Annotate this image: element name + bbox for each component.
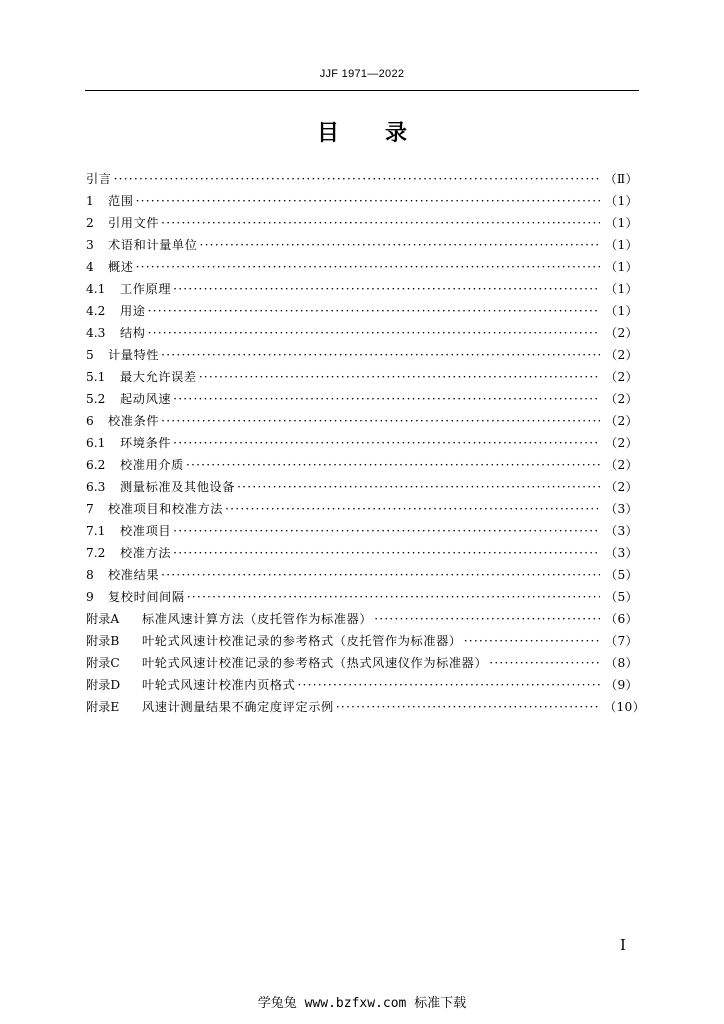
toc-entry[interactable]	[86, 278, 638, 300]
toc-entry-number: 5.2	[86, 392, 106, 406]
toc-entry-page: （5）	[604, 590, 638, 604]
toc-entry-page: （3）	[604, 502, 638, 516]
toc-entry-number: 附录C	[86, 656, 120, 670]
toc-entry-label: 叶轮式风速计校准记录的参考格式（皮托管作为标准器）	[142, 634, 462, 648]
toc-entry-page: （2）	[604, 370, 638, 384]
toc-entry[interactable]	[86, 608, 638, 630]
toc-entry-label: 校准用介质	[120, 458, 184, 472]
toc-entry-label: 校准条件	[108, 414, 160, 428]
toc-entry-page: （2）	[604, 480, 638, 494]
title-char-2: 录	[385, 121, 408, 146]
toc-dot-leader	[161, 410, 600, 432]
toc-entry-page: （2）	[604, 348, 638, 362]
toc-dot-leader	[237, 476, 600, 498]
toc-dot-leader	[161, 212, 600, 234]
toc-dot-leader	[374, 608, 600, 630]
table-of-contents	[86, 168, 646, 718]
toc-entry[interactable]	[86, 454, 638, 476]
toc-entry-page: （1）	[604, 194, 638, 208]
toc-dot-leader	[489, 652, 600, 674]
toc-entry-page: （2）	[604, 414, 638, 428]
toc-entry-number: 7.1	[86, 524, 106, 538]
toc-entry-page: （5）	[604, 568, 638, 582]
toc-entry-number: 6	[86, 414, 94, 428]
toc-entry-number: 7.2	[86, 546, 106, 560]
toc-entry-number: 4.3	[86, 326, 106, 340]
toc-entry-number: 3	[86, 238, 94, 252]
toc-dot-leader	[173, 278, 600, 300]
toc-entry-page: （2）	[604, 436, 638, 450]
toc-entry-label: 环境条件	[120, 436, 172, 450]
toc-entry-page: （3）	[604, 524, 638, 538]
page-title	[0, 116, 724, 147]
toc-dot-leader	[173, 542, 600, 564]
toc-dot-leader	[186, 454, 600, 476]
toc-entry[interactable]	[86, 476, 638, 498]
toc-entry[interactable]	[86, 542, 638, 564]
toc-entry[interactable]	[86, 410, 638, 432]
toc-entry-label: 用途	[120, 304, 146, 318]
toc-entry-number: 附录D	[86, 678, 121, 692]
toc-entry-number: 4.1	[86, 282, 106, 296]
toc-entry[interactable]	[86, 520, 638, 542]
standard-code-header: JJF 1971—2022	[319, 68, 405, 80]
toc-entry-label: 计量特性	[108, 348, 160, 362]
toc-entry[interactable]	[86, 674, 638, 696]
toc-entry-page: （9）	[604, 678, 638, 692]
toc-entry-number: 5	[86, 348, 94, 362]
toc-entry-page: （Ⅱ）	[604, 172, 638, 186]
toc-entry-label: 起动风速	[120, 392, 172, 406]
toc-entry[interactable]	[86, 652, 638, 674]
toc-entry-label: 风速计测量结果不确定度评定示例	[142, 700, 334, 714]
toc-entry[interactable]	[86, 498, 638, 520]
toc-entry-number: 6.3	[86, 480, 106, 494]
toc-dot-leader	[148, 322, 600, 344]
toc-dot-leader	[336, 696, 600, 718]
watermark-footer: 学兔兔 www.bzfxw.com 标准下载	[257, 996, 467, 1011]
toc-entry-page: （2）	[604, 392, 638, 406]
toc-dot-leader	[161, 344, 600, 366]
toc-entry-number: 附录A	[86, 612, 120, 626]
toc-entry-page: （6）	[604, 612, 638, 626]
toc-entry[interactable]	[86, 586, 638, 608]
toc-entry-label: 术语和计量单位	[108, 238, 198, 252]
toc-entry-number: 2	[86, 216, 94, 230]
toc-entry-label: 引用文件	[108, 216, 160, 230]
toc-dot-leader	[199, 366, 600, 388]
toc-entry[interactable]	[86, 344, 638, 366]
toc-entry[interactable]	[86, 234, 638, 256]
toc-entry-label: 引言	[86, 172, 112, 186]
toc-entry-page: （1）	[604, 304, 638, 318]
toc-entry[interactable]	[86, 190, 638, 212]
toc-entry[interactable]	[86, 366, 638, 388]
toc-entry-page: （2）	[604, 458, 638, 472]
toc-entry-page: （2）	[604, 326, 638, 340]
toc-entry-label: 校准结果	[108, 568, 160, 582]
toc-entry-label: 工作原理	[120, 282, 172, 296]
toc-entry-number: 附录B	[86, 634, 120, 648]
toc-entry[interactable]	[86, 696, 646, 718]
toc-dot-leader	[187, 586, 600, 608]
toc-entry-page: （3）	[604, 546, 638, 560]
toc-entry-page: （1）	[604, 216, 638, 230]
toc-entry[interactable]	[86, 630, 638, 652]
toc-dot-leader	[173, 432, 600, 454]
page-folio: Ⅰ	[620, 936, 626, 954]
toc-entry[interactable]	[86, 212, 638, 234]
toc-entry-number: 5.1	[86, 370, 106, 384]
toc-entry-number: 7	[86, 502, 94, 516]
toc-entry-number: 8	[86, 568, 94, 582]
toc-dot-leader	[136, 256, 600, 278]
toc-entry-number: 4	[86, 260, 94, 274]
toc-dot-leader	[173, 388, 600, 410]
toc-dot-leader	[136, 190, 600, 212]
toc-entry-label: 校准方法	[120, 546, 172, 560]
toc-entry-label: 校准项目	[120, 524, 172, 538]
toc-entry-page: （1）	[604, 282, 638, 296]
toc-entry-label: 标准风速计算方法（皮托管作为标准器）	[142, 612, 373, 626]
toc-entry-label: 范围	[108, 194, 134, 208]
toc-entry[interactable]	[86, 322, 638, 344]
toc-entry-number: 附录E	[86, 700, 120, 714]
toc-entry-label: 复校时间间隔	[108, 590, 185, 604]
toc-entry-number: 6.2	[86, 458, 106, 472]
toc-dot-leader	[464, 630, 600, 652]
toc-entry[interactable]	[86, 168, 638, 190]
toc-entry-label: 叶轮式风速计校准记录的参考格式（热式风速仪作为标准器）	[142, 656, 488, 670]
toc-entry-label: 最大允许误差	[120, 370, 197, 384]
toc-entry[interactable]	[86, 388, 638, 410]
toc-entry-number: 9	[86, 590, 94, 604]
toc-dot-leader	[297, 674, 600, 696]
toc-entry-page: （8）	[604, 656, 638, 670]
toc-dot-leader	[148, 300, 600, 322]
toc-dot-leader	[225, 498, 600, 520]
toc-entry-label: 叶轮式风速计校准内页格式	[142, 678, 296, 692]
toc-dot-leader	[200, 234, 600, 256]
toc-entry-label: 概述	[108, 260, 134, 274]
header-rule	[85, 90, 639, 91]
toc-entry[interactable]	[86, 300, 638, 322]
toc-entry-label: 测量标准及其他设备	[120, 480, 236, 494]
toc-entry[interactable]	[86, 256, 638, 278]
toc-entry-page: （1）	[604, 260, 638, 274]
toc-entry-label: 结构	[120, 326, 146, 340]
toc-entry[interactable]	[86, 432, 638, 454]
toc-entry-number: 4.2	[86, 304, 106, 318]
toc-entry[interactable]	[86, 564, 638, 586]
toc-entry-page: （7）	[604, 634, 638, 648]
toc-entry-number: 6.1	[86, 436, 106, 450]
toc-entry-label: 校准项目和校准方法	[108, 502, 224, 516]
toc-entry-number: 1	[86, 194, 94, 208]
toc-dot-leader	[114, 168, 600, 190]
title-char-1: 目	[316, 121, 339, 146]
toc-entry-page: （1）	[604, 238, 638, 252]
toc-dot-leader	[173, 520, 600, 542]
toc-entry-page: （10）	[604, 700, 646, 714]
toc-dot-leader	[161, 564, 600, 586]
